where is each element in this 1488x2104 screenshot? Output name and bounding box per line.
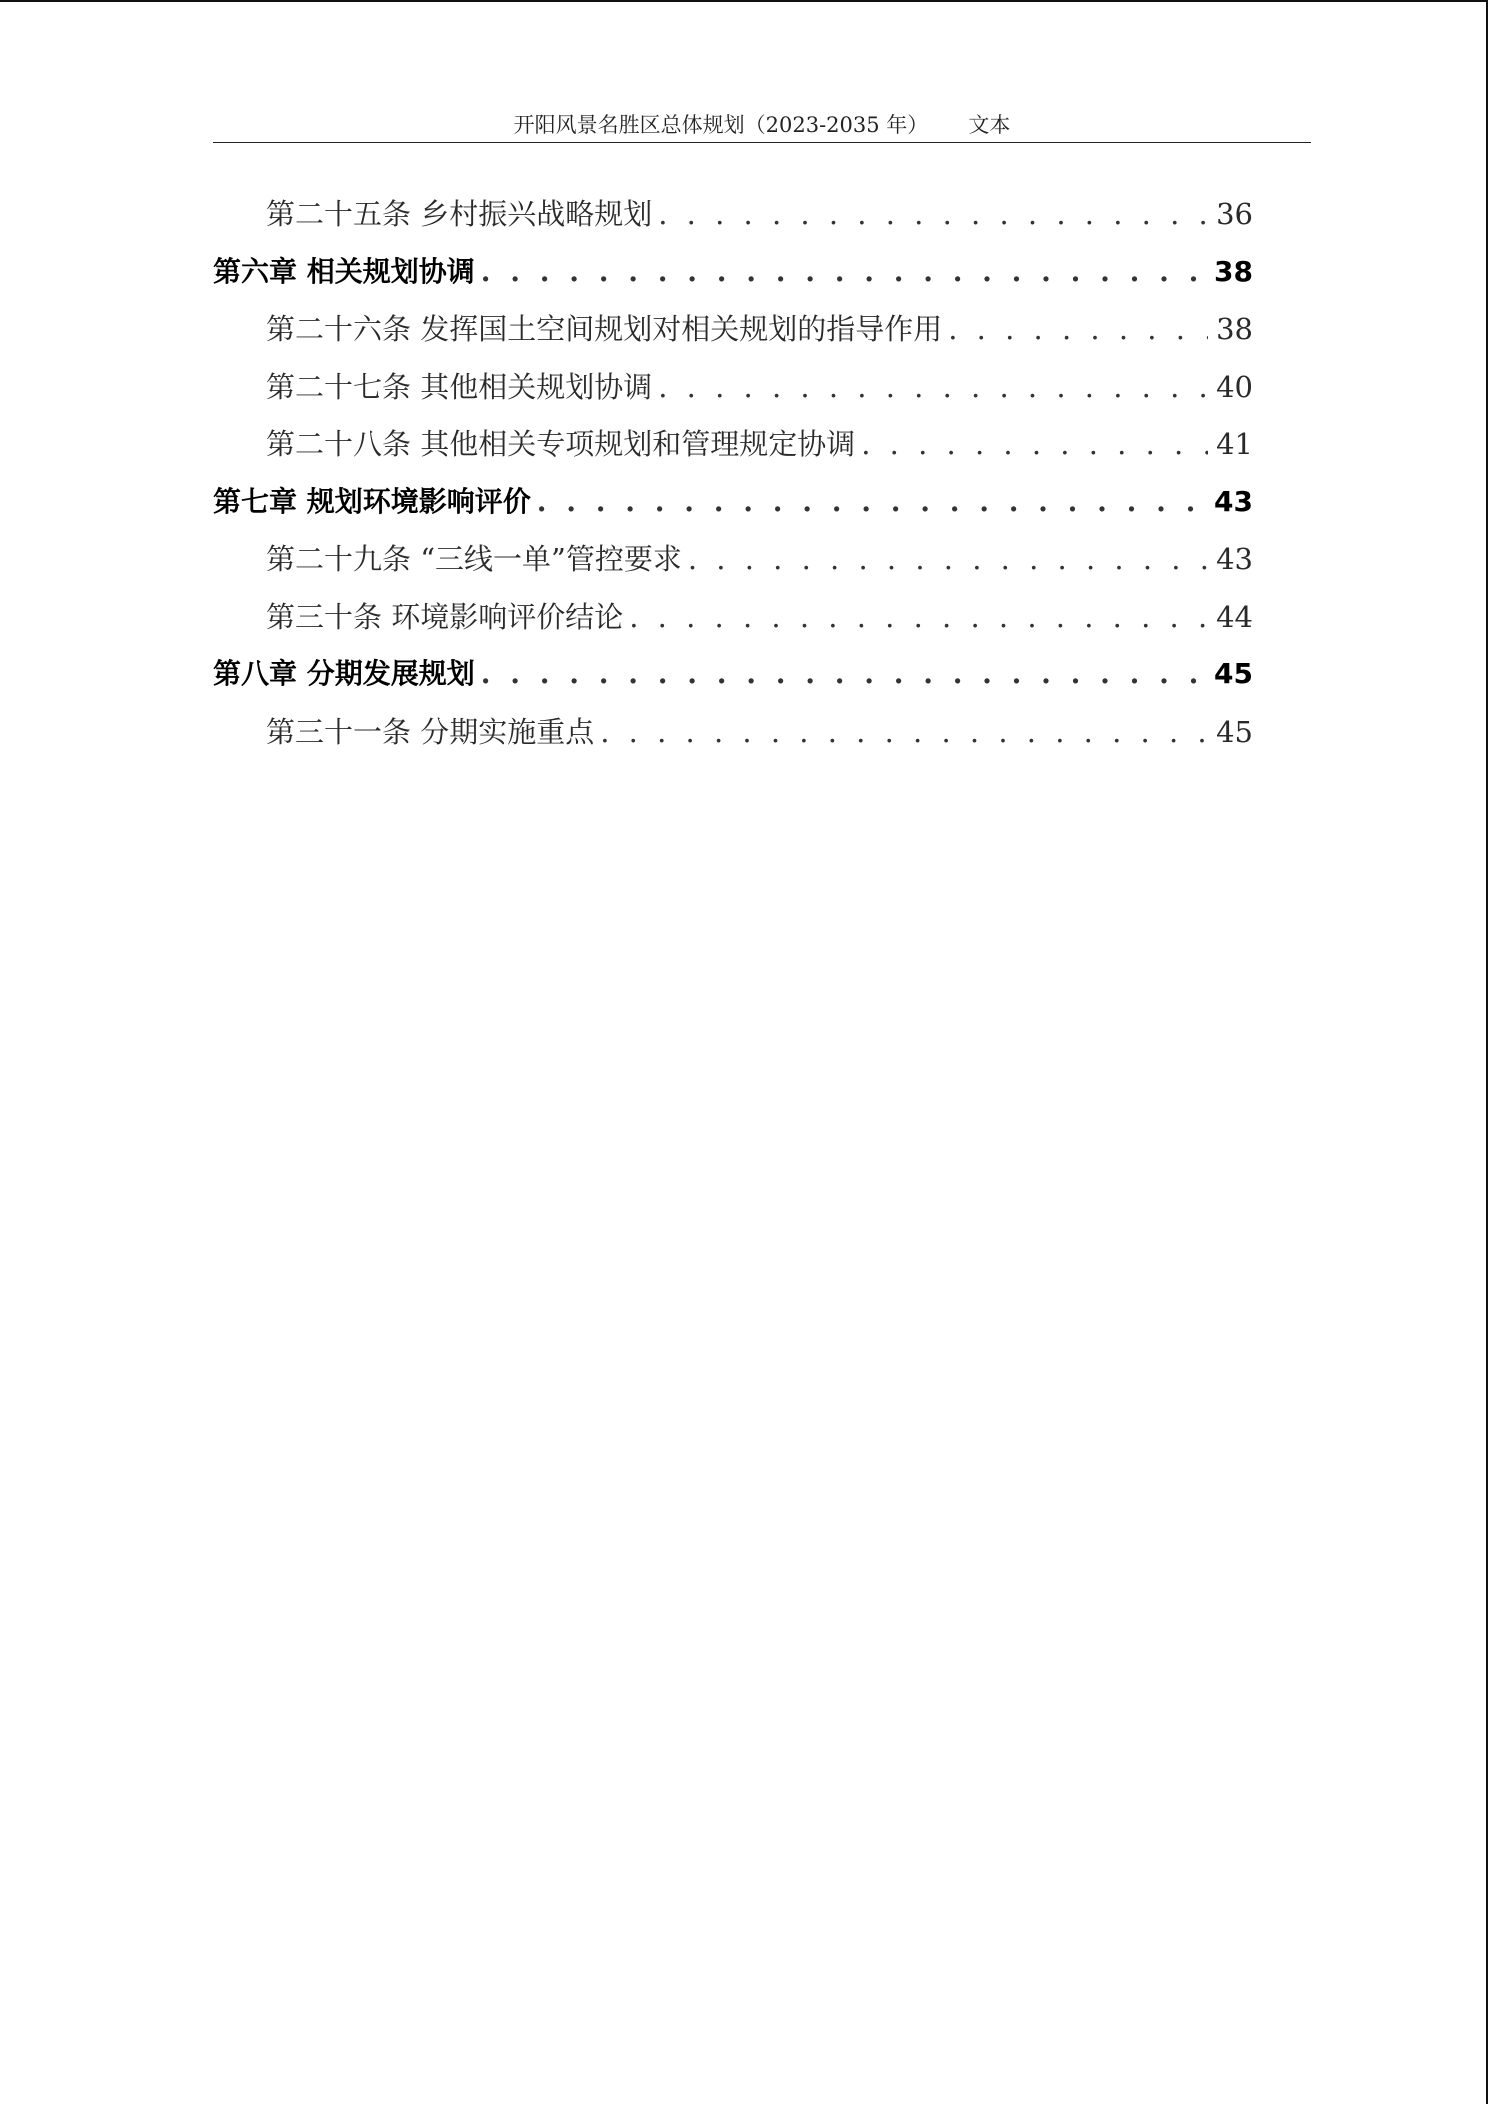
toc-dot-leader bbox=[481, 652, 1206, 696]
header-rule bbox=[213, 142, 1311, 143]
toc-page-number: 45 bbox=[1214, 657, 1253, 690]
running-header bbox=[213, 110, 1311, 140]
toc-page-number: 41 bbox=[1216, 427, 1253, 461]
toc-page-number: 36 bbox=[1216, 197, 1253, 231]
toc-dot-leader bbox=[861, 422, 1208, 466]
toc-page-number: 38 bbox=[1214, 254, 1253, 288]
toc-entry-chapter-6[interactable] bbox=[213, 250, 1253, 308]
toc-page-number: 40 bbox=[1216, 369, 1253, 404]
running-header-title: 开阳风景名胜区总体规划（2023-2035 年） bbox=[513, 113, 929, 137]
toc-entry-title: 第二十九条 “三线一单”管控要求 bbox=[266, 542, 682, 576]
toc-entry-article-28[interactable] bbox=[213, 422, 1253, 480]
toc-entry-title: 第六章 相关规划协调 bbox=[213, 254, 475, 288]
toc-dot-leader bbox=[629, 595, 1208, 639]
toc-page-number: 43 bbox=[1214, 484, 1253, 518]
toc-entry-title: 第七章 规划环境影响评价 bbox=[213, 484, 531, 518]
toc-dot-leader bbox=[658, 192, 1208, 236]
toc-entry-article-26[interactable] bbox=[213, 307, 1253, 365]
toc-page-number: 44 bbox=[1216, 599, 1253, 634]
table-of-contents bbox=[213, 192, 1253, 767]
toc-dot-leader bbox=[688, 537, 1208, 581]
toc-entry-chapter-7[interactable] bbox=[213, 480, 1253, 538]
toc-page-number: 43 bbox=[1216, 542, 1253, 576]
toc-entry-article-30[interactable] bbox=[213, 595, 1253, 653]
running-header-section-label: 文本 bbox=[968, 113, 1011, 137]
toc-entry-article-29[interactable] bbox=[213, 537, 1253, 595]
toc-entry-title: 第八章 分期发展规划 bbox=[213, 657, 475, 690]
toc-page-number: 38 bbox=[1216, 312, 1253, 346]
toc-entry-title: 第二十六条 发挥国土空间规划对相关规划的指导作用 bbox=[266, 312, 943, 346]
toc-dot-leader bbox=[481, 250, 1206, 294]
toc-entry-title: 第三十一条 分期实施重点 bbox=[266, 714, 595, 749]
toc-entry-chapter-8[interactable] bbox=[213, 652, 1253, 710]
toc-entry-article-25[interactable] bbox=[213, 192, 1253, 250]
toc-entry-article-27[interactable] bbox=[213, 365, 1253, 423]
toc-dot-leader bbox=[658, 365, 1208, 409]
toc-page-number: 45 bbox=[1216, 714, 1253, 749]
toc-entry-title: 第三十条 环境影响评价结论 bbox=[266, 599, 624, 634]
toc-entry-title: 第二十七条 其他相关规划协调 bbox=[266, 369, 653, 404]
toc-dot-leader bbox=[600, 710, 1208, 754]
toc-dot-leader bbox=[948, 307, 1208, 351]
toc-entry-article-31[interactable] bbox=[213, 710, 1253, 768]
toc-dot-leader bbox=[537, 480, 1206, 524]
toc-entry-title: 第二十五条 乡村振兴战略规划 bbox=[266, 197, 653, 231]
toc-entry-title: 第二十八条 其他相关专项规划和管理规定协调 bbox=[266, 427, 856, 461]
